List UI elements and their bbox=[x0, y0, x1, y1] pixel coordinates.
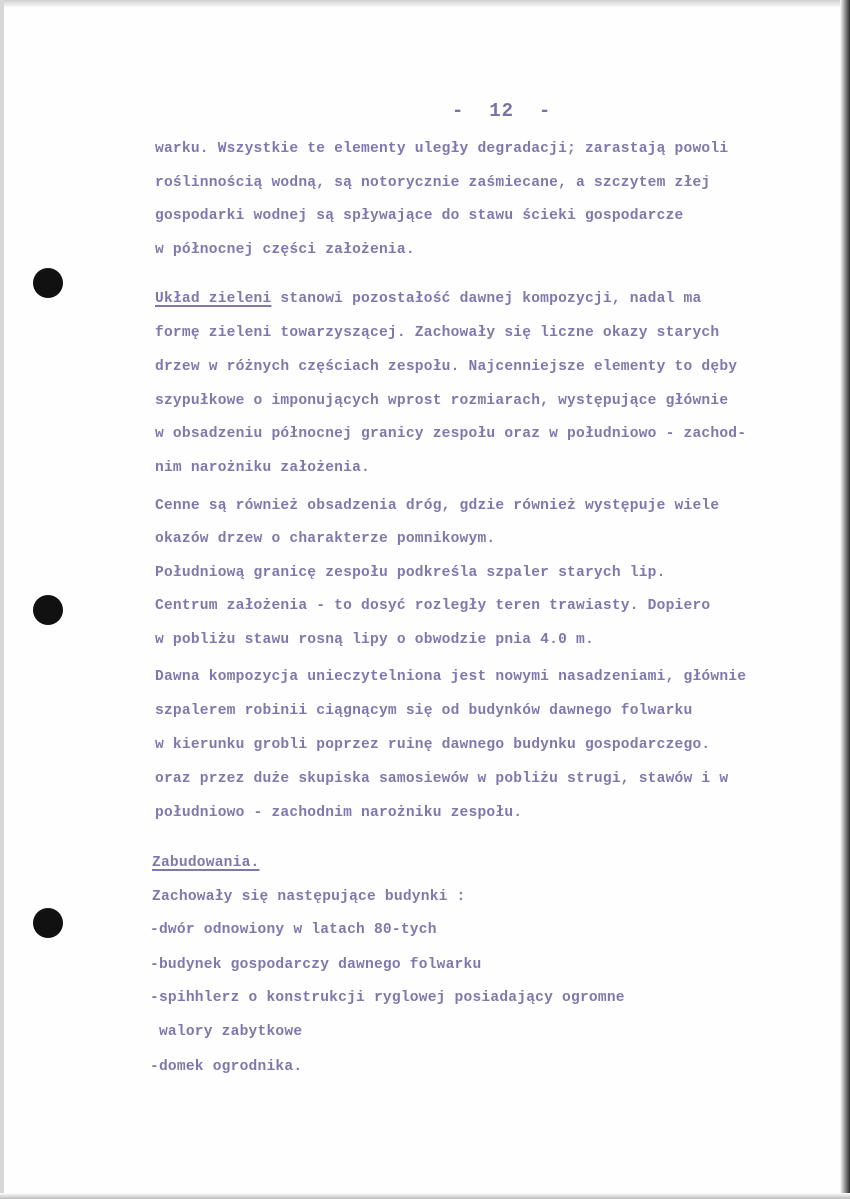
text-line: Centrum założenia - to dosyć rozległy teren trawiasty. Dopiero bbox=[155, 598, 711, 614]
page-edge-bottom bbox=[0, 1193, 850, 1199]
text-line: warku. Wszystkie te elementy uległy degradacji; zarastają powoli bbox=[155, 141, 729, 157]
buildings-intro: Zachowały się następujące budynki : bbox=[152, 889, 466, 905]
buildings-item: walory zabytkowe bbox=[150, 1024, 303, 1040]
text-line: w północnej części założenia. bbox=[155, 242, 415, 258]
page-edge-right bbox=[840, 0, 850, 1199]
text-line: drzew w różnych częściach zespołu. Najcenniejsze elementy to dęby bbox=[155, 359, 738, 375]
buildings-item: -domek ogrodnika. bbox=[150, 1059, 303, 1075]
text-line: roślinnością wodną, są notorycznie zaśmiecane, a szczytem złej bbox=[155, 175, 711, 191]
buildings-item: -spihhlerz o konstrukcji ryglowej posiadający ogromne bbox=[150, 990, 625, 1006]
page-edge-top bbox=[0, 0, 850, 8]
punch-hole bbox=[33, 908, 63, 938]
text-line bbox=[155, 287, 701, 311]
text-line: szypułkowe o imponujących wprost rozmiarach, występujące głównie bbox=[155, 393, 729, 409]
text-line: w kierunku grobli poprzez ruinę dawnego budynku gospodarczego. bbox=[155, 737, 711, 753]
page-edge-left bbox=[0, 0, 4, 1199]
text-line: gospodarki wodnej są spływające do stawu ścieki gospodarcze bbox=[155, 208, 684, 224]
buildings-item: -budynek gospodarczy dawnego folwarku bbox=[150, 957, 482, 973]
greenery-first-line-text: stanowi pozostałość dawnej kompozycji, nadal ma bbox=[271, 291, 702, 307]
text-line: nim narożniku założenia. bbox=[155, 460, 370, 476]
text-line: Cenne są również obsadzenia dróg, gdzie również występuje wiele bbox=[155, 498, 720, 514]
greenery-heading: Układ zieleni bbox=[155, 291, 272, 307]
punch-hole bbox=[33, 595, 63, 625]
text-line: oraz przez duże skupiska samosiewów w pobliżu strugi, stawów i w bbox=[155, 771, 729, 787]
text-line: szpalerem robinii ciągnącym się od budynków dawnego folwarku bbox=[155, 703, 693, 719]
text-line: w obsadzeniu północnej granicy zespołu oraz w południowo - zachod- bbox=[155, 426, 747, 442]
text-line: okazów drzew o charakterze pomnikowym. bbox=[155, 531, 496, 547]
page-number: - 12 - bbox=[452, 100, 552, 122]
text-line: formę zieleni towarzyszącej. Zachowały się liczne okazy starych bbox=[155, 325, 720, 341]
text-line: Południową granicę zespołu podkreśla szpaler starych lip. bbox=[155, 565, 666, 581]
text-line: w pobliżu stawu rosną lipy o obwodzie pnia 4.0 m. bbox=[155, 632, 594, 648]
text-line: Dawna kompozycja unieczytelniona jest nowymi nasadzeniami, głównie bbox=[155, 669, 747, 685]
text-line: południowo - zachodnim narożniku zespołu. bbox=[155, 805, 523, 821]
buildings-item: -dwór odnowiony w latach 80-tych bbox=[150, 922, 437, 938]
punch-hole bbox=[33, 268, 63, 298]
buildings-heading: Zabudowania. bbox=[152, 855, 260, 871]
